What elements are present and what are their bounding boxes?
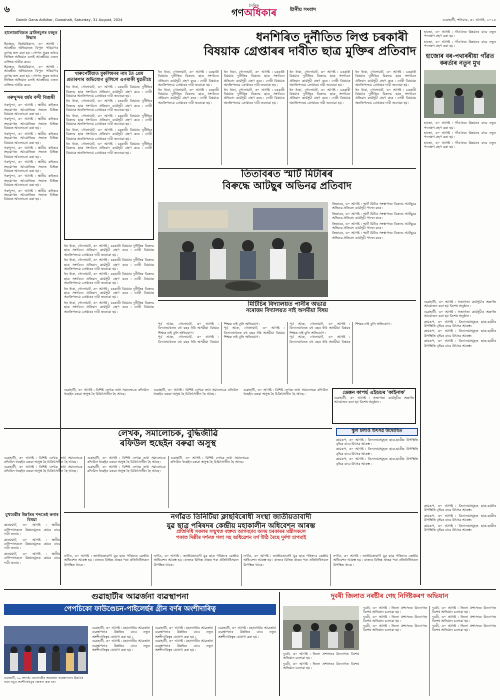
nagaon-text-2: নগাঁও, ৩০ আগষ্ট ৷ জাতীয়তাবাদী যুৱ ছাত্ৰ পৰিষদৰ কেন্দ্ৰীয় অধিবেশন আৰম্ভ হয় ৷ ৰাজ্যৰ বিভিন্ন প্ৰান্তৰ পৰা প্ৰতিনিধিসকল উপস্থিত থাকে ৷ <box>153 554 239 567</box>
top-story-text-6: ধন ধাৰা, গোলাঘাট, ৩০ আগষ্ট ৷ চৰকাৰী বিষয়াৰ দুৰ্নীতিৰ বিৰুদ্ধে ছাত্ৰ সংগঠনে প্ৰতিবাদ কাৰ্যসূচী গ্ৰহণ কৰে ৷ দোষী বিষয়াক অনতিপলমে গ্ৰেপ্তাৰৰ দাবী জনোৱা হয় ৷ <box>289 87 351 105</box>
waste-headline-1: গুৱাহাটীৰ আৱৰ্জনা ব্যৱস্থাপনা <box>91 592 189 601</box>
right-lower-column <box>424 300 496 500</box>
waste-body <box>92 626 276 696</box>
right-story1-headline: হাজোৰ বৰ-পথাৰৰীয়া গাঁৱত কৰৰ্তাৰ নতুন মুখ <box>425 52 495 68</box>
school-text-2: পূৰ্ব আৰু, গোলাঘাট, ৩০ আগষ্ট ৷ বিদ্যালয়খনত বহু বছৰ ধৰি অসমীয়া বিষয়ৰ শিক্ষক নাই বুলি অভিযোগ ৷ <box>158 322 260 344</box>
waste-text-2: গুৱাহাটী, ৩০ আগষ্ট ৷ মহানগৰীৰ আৱৰ্জনা ব্যৱস্থাপনাৰ উন্নতিৰ বাবে নতুন অংশীদাৰিত্বৰ ঘোষণা কৰা হয় ৷ <box>92 639 150 653</box>
smart-meter-text-4: তিতাবৰ, ৩০ আগষ্ট ৷ স্মাৰ্ট মিটাৰ সংস্থাপনৰ বিৰুদ্ধে আটছুৱে অভিনৱ প্ৰতিবাদ কাৰ্যসূচী পালন কৰে ৷ <box>332 231 416 240</box>
right-story1-photo <box>424 70 496 118</box>
date-line: গুৱাহাটী, শনিবাৰ, ৩১ আগষ্ট, ২০২৪ <box>442 18 496 22</box>
writer-headline-block <box>4 428 332 454</box>
smart-meter-headline-block <box>158 168 416 200</box>
waste-event-photo <box>4 626 88 674</box>
nagaon-text: নগাঁও, ৩০ আগষ্ট ৷ জাতীয়তাবাদী যুৱ ছাত্ৰ পৰিষদৰ কেন্দ্ৰীয় অধিবেশন আৰম্ভ হয় ৷ ৰাজ্যৰ বিভিন্ন প্ৰান্তৰ পৰা প্ৰতিনিধিসকল উপস্থিত থাকে ৷ <box>64 554 149 567</box>
right-lower-text-2: গুৱাহাটী, ৩০ আগষ্ট ৷ সজাগতা কাৰ্যসূচীৰ অন্তৰ্গত আয়োজন কৰা হয় বিশেষ অনুষ্ঠান ৷ <box>424 309 496 319</box>
brand-left: গণ <box>231 8 244 19</box>
waste-caption-block <box>4 676 88 696</box>
kanamghat-story <box>4 512 60 586</box>
writer-upper-body <box>64 388 328 424</box>
right-bottom-text: কামৰূপ, ৩০ আগষ্ট ৷ বিদ্যালয়সমূহত ছাত্ৰ-ছাত্ৰীৰ উপস্থিতি বৃদ্ধিৰ বাবে উৎসৱ আৰম্ভ ৷ <box>424 504 496 513</box>
writer-text: গুৱাহাটী, ৩০ আগষ্ট ৷ বিশিষ্ট লেখক তথা সমালোচক ৰফিউল হুছেইন বৰুৱা অসুস্থ হৈ চিকিৎসাধীন হৈ আছে ৷ <box>4 456 83 465</box>
school-festival-text: কামৰূপ, ৩০ আগষ্ট ৷ বিদ্যালয়সমূহত ছাত্ৰ-ছাত্ৰীৰ উপস্থিতি বৃদ্ধিৰ বাবে উৎসৱ আৰম্ভ ৷ <box>336 437 418 446</box>
waste-event-photo-image <box>4 626 88 674</box>
right-bottom-text-3: কামৰূপ, ৩০ আগষ্ট ৷ বিদ্যালয়সমূহত ছাত্ৰ-ছাত্ৰীৰ উপস্থিতি বৃদ্ধিৰ বাবে উৎসৱ আৰম্ভ ৷ <box>424 523 496 533</box>
dhubri-text-6: দুবৰী, ৩০ আগষ্ট ৷ জিলা প্ৰশাসনৰ উদ্যোগত বিশেষ অভিযান চলোৱা হয় ৷ <box>432 623 496 633</box>
bottom-divider <box>279 592 280 696</box>
waste-text: গুৱাহাটী, ৩০ আগষ্ট ৷ মহানগৰীৰ আৱৰ্জনা ব্যৱস্থাপনাৰ উন্নতিৰ বাবে নতুন অংশীদাৰিত্বৰ ঘোষণা কৰা হয় ৷ <box>92 626 150 639</box>
inset-text-4: ধন ধাৰা, গোলাঘাট, ৩০ আগষ্ট ৷ চৰকাৰী বিষয়াৰ দুৰ্নীতিৰ বিৰুদ্ধে ছাত্ৰ সংগঠনে প্ৰতিবাদ কাৰ্যসূচী গ্ৰহণ কৰে ৷ দোষী বিষয়াক অনতিপলমে গ্ৰেপ্তাৰৰ দাবী জনোৱা হয় ৷ <box>66 127 152 141</box>
dhubri-body <box>363 606 496 696</box>
kanamghat-headline: মুখ্যমন্ত্ৰীৰ উন্নতিৰ শব্দতেই কনাৰ বিষয়া <box>5 512 59 523</box>
inset-text-5: ধন ধাৰা, গোলাঘাট, ৩০ আগষ্ট ৷ চৰকাৰী বিষয়াৰ দুৰ্নীতিৰ বিৰুদ্ধে ছাত্ৰ সংগঠনে প্ৰতিবাদ কাৰ্যসূচী গ্ৰহণ কৰে ৷ দোষী বিষয়াক অনতিপলমে গ্ৰেপ্তাৰৰ দাবী জনোৱা হয় ৷ <box>66 142 152 155</box>
top-story-text-4: ধন ধাৰা, গোলাঘাট, ৩০ আগষ্ট ৷ চৰকাৰী বিষয়াৰ দুৰ্নীতিৰ বিৰুদ্ধে ছাত্ৰ সংগঠনে প্ৰতিবাদ কাৰ্যসূচী গ্ৰহণ কৰে ৷ দোষী বিষয়াক অনতিপলমে গ্ৰেপ্তাৰৰ দাবী জনোৱা হয় ৷ <box>223 87 285 105</box>
school-body <box>158 322 416 384</box>
dhubri-text-3: দুবৰী, ৩০ আগষ্ট ৷ জিলা প্ৰশাসনৰ উদ্যোগত বিশেষ অভিযান চলোৱা হয় ৷ <box>363 623 427 633</box>
writer-upper-text-2: গুৱাহাটী, ৩০ আগষ্ট ৷ বিশিষ্ট লেখক তথা সমালোচক ৰফিউল হুছেইন বৰুৱা অসুস্থ হৈ চিকিৎসাধীন হৈ আছে ৷ <box>153 388 239 397</box>
top-story-headline-2: বিষয়াক গ্ৰেপ্তাৰৰ দাবীত ছাত্ৰ মুক্তিৰ প্ৰতিবাদ <box>203 44 416 58</box>
nagaon-body <box>64 554 418 586</box>
dhubri-photo-image <box>283 606 359 650</box>
aids-headline: ডেক্কন কাপৰ্ছ এইডচৰ 'কাইনাক' <box>342 390 406 396</box>
writer-text-3: গুৱাহাটী, ৩০ আগষ্ট ৷ বিশিষ্ট লেখক তথা সমালোচক ৰফিউল হুছেইন বৰুৱা অসুস্থ হৈ চিকিৎসাধীন হৈ আছে ৷ <box>87 456 166 465</box>
school-festival-story <box>336 428 418 510</box>
writer-upper-text-3: গুৱাহাটী, ৩০ আগষ্ট ৷ বিশিষ্ট লেখক তথা সমালোচক ৰফিউল হুছেইন বৰুৱা অসুস্থ হৈ চিকিৎসাধীন হৈ আছে ৷ <box>243 388 328 397</box>
top-story-text-5: ধন ধাৰা, গোলাঘাট, ৩০ আগষ্ট ৷ চৰকাৰী বিষয়াৰ দুৰ্নীতিৰ বিৰুদ্ধে ছাত্ৰ সংগঠনে প্ৰতিবাদ কাৰ্যসূচী গ্ৰহণ কৰে ৷ দোষী বিষয়াক অনতিপলমে গ্ৰেপ্তাৰৰ দাবী জনোৱা হয় ৷ <box>289 70 351 88</box>
smart-meter-body <box>332 202 416 297</box>
brand-logo <box>154 4 354 18</box>
top-story-text-2: ধন ধাৰা, গোলাঘাট, ৩০ আগষ্ট ৷ চৰকাৰী বিষয়াৰ দুৰ্নীতিৰ বিৰুদ্ধে ছাত্ৰ সংগঠনে প্ৰতিবাদ কাৰ্যসূচী গ্ৰহণ কৰে ৷ দোষী বিষয়াক অনতিপলমে গ্ৰেপ্তাৰৰ দাবী জনোৱা হয় ৷ <box>158 87 219 105</box>
dhubri-left-text: দুবৰী, ৩০ আগষ্ট ৷ জিলা প্ৰশাসনৰ উদ্যোগত বিশেষ অভিযান চলোৱা হয় ৷ <box>283 652 359 661</box>
protest-photo <box>158 202 328 297</box>
inset-story <box>64 70 154 240</box>
brand-title <box>231 8 276 19</box>
school-festival-text-3: কামৰূপ, ৩০ আগষ্ট ৷ বিদ্যালয়সমূহত ছাত্ৰ-ছাত্ৰীৰ উপস্থিতি বৃদ্ধিৰ বাবে উৎসৱ আৰম্ভ ৷ <box>336 457 418 466</box>
school-headline: মিটিচিৰ বিদ্যালয়ত পানীৰ অভাৱ <box>247 301 327 308</box>
inset-text-2: ধন ধাৰা, গোলাঘাট, ৩০ আগষ্ট ৷ চৰকাৰী বিষয়াৰ দুৰ্নীতিৰ বিৰুদ্ধে ছাত্ৰ সংগঠনে প্ৰতিবাদ কাৰ্যসূচী গ্ৰহণ কৰে ৷ দোষী বিষয়াক অনতিপলমে গ্ৰেপ্তাৰৰ দাবী জনোৱা হয় ৷ <box>66 99 152 113</box>
smart-meter-text: তিতাবৰ, ৩০ আগষ্ট ৷ স্মাৰ্ট মিটাৰ সংস্থাপনৰ বিৰুদ্ধে আটছুৱে অভিনৱ প্ৰতিবাদ কাৰ্যসূচী পালন কৰে ৷ <box>332 202 416 211</box>
school-headline-block <box>158 300 416 318</box>
left-story2-text-continued-4: গৰুখুন্দা, ৩০ আগষ্ট ৷ স্থানীয় ৰাইজৰ সহযোগত আয়োজিত সভাত বিভিন্ন বিষয়ত আলোচনা কৰা হয় ৷ <box>4 160 58 173</box>
masthead <box>4 3 496 27</box>
waste-text-4: গুৱাহাটী, ৩০ আগষ্ট ৷ মহানগৰীৰ আৱৰ্জনা ব্যৱস্থাপনাৰ উন্নতিৰ বাবে নতুন অংশীদাৰিত্বৰ ঘোষণা কৰা হয় ৷ <box>155 639 213 653</box>
smart-meter-text-2: তিতাবৰ, ৩০ আগষ্ট ৷ স্মাৰ্ট মিটাৰ সংস্থাপনৰ বিৰুদ্ধে আটছুৱে অভিনৱ প্ৰতিবাদ কাৰ্যসূচী পালন কৰে ৷ <box>332 211 416 221</box>
dhubri-text: দুবৰী, ৩০ আগষ্ট ৷ জিলা প্ৰশাসনৰ উদ্যোগত বিশেষ অভিযান চলোৱা হয় ৷ <box>363 606 427 615</box>
writer-upper-text: গুৱাহাটী, ৩০ আগষ্ট ৷ বিশিষ্ট লেখক তথা সমালোচক ৰফিউল হুছেইন বৰুৱা অসুস্থ হৈ চিকিৎসাধীন হৈ আছে ৷ <box>64 388 149 397</box>
writer-text-2: গুৱাহাটী, ৩০ আগষ্ট ৷ বিশিষ্ট লেখক তথা সমালোচক ৰফিউল হুছেইন বৰুৱা অসুস্থ হৈ চিকিৎসাধীন হৈ আছে ৷ <box>4 464 83 474</box>
right-intro-text: হাজো, ৩০ আগষ্ট ৷ গাঁওখনৰ উন্নয়নৰ বাবে নতুন পদক্ষেপ গ্ৰহণ কৰা হয় ৷ <box>424 30 496 39</box>
nagaon-text-4: নগাঁও, ৩০ আগষ্ট ৷ জাতীয়তাবাদী যুৱ ছাত্ৰ পৰিষদৰ কেন্দ্ৰীয় অধিবেশন আৰম্ভ হয় ৷ ৰাজ্যৰ বিভিন্ন প্ৰান্তৰ পৰা প্ৰতিনিধিসকল উপস্থিত থাকে ৷ <box>333 554 418 567</box>
right-story1-text: হাজো, ৩০ আগষ্ট ৷ গাঁওখনৰ উন্নয়নৰ বাবে নতুন পদক্ষেপ গ্ৰহণ কৰা হয় ৷ <box>424 121 496 130</box>
dhubri-text-4: দুবৰী, ৩০ আগষ্ট ৷ জিলা প্ৰশাসনৰ উদ্যোগত বিশেষ অভিযান চলোৱা হয় ৷ <box>432 606 496 615</box>
smart-meter-text-3: তিতাবৰ, ৩০ আগষ্ট ৷ স্মাৰ্ট মিটাৰ সংস্থাপনৰ বিৰুদ্ধে আটছুৱে অভিনৱ প্ৰতিবাদ কাৰ্যসূচী পালন কৰে ৷ <box>332 221 416 231</box>
waste-headline-2: পেপচিকো ফাউণ্ডেচন-পাইলেৰ্ছৰ গ্ৰীন বৰ্ণৰ অংশীদাৰিত্ব <box>4 604 276 615</box>
inset-headline: খাৰুপেটীয়াত মুকলিমনৰ নাম তৈ প্ৰেম প্ৰতাৰণাৰ অভিযোগ তুলিলে এগৰাকী যুৱতীয়ে <box>66 72 152 83</box>
dhubri-photo <box>283 606 359 650</box>
kanamghat-text-3: কানমঘাট, ৩০ আগষ্ট ৷ স্থানীয় বাসিন্দাসকলে উন্নয়নমূলক কামৰ বাবে দাবী জনায় ৷ <box>4 551 60 565</box>
right-bottom-text-2: কামৰূপ, ৩০ আগষ্ট ৷ বিদ্যালয়সমূহত ছাত্ৰ-ছাত্ৰীৰ উপস্থিতি বৃদ্ধিৰ বাবে উৎসৱ আৰম্ভ ৷ <box>424 513 496 523</box>
brand-mid: অধিকাৰ <box>243 8 277 19</box>
inset-text: ধন ধাৰা, গোলাঘাট, ৩০ আগষ্ট ৷ চৰকাৰী বিষয়াৰ দুৰ্নীতিৰ বিৰুদ্ধে ছাত্ৰ সংগঠনে প্ৰতিবাদ কাৰ্যসূচী গ্ৰহণ কৰে ৷ দোষী বিষয়াক অনতিপলমে গ্ৰেপ্তাৰৰ দাবী জনোৱা হয় ৷ <box>66 85 152 98</box>
writer-text-5: গুৱাহাটী, ৩০ আগষ্ট ৷ বিশিষ্ট লেখক তথা সমালোচক ৰফিউল হুছেইন বৰুৱা অসুস্থ হৈ চিকিৎসাধীন হৈ আছে ৷ <box>170 456 249 465</box>
inset-continued-text-5: ধন ধাৰা, গোলাঘাট, ৩০ আগষ্ট ৷ চৰকাৰী বিষয়াৰ দুৰ্নীতিৰ বিৰুদ্ধে ছাত্ৰ সংগঠনে প্ৰতিবাদ কাৰ্যসূচী গ্ৰহণ কৰে ৷ দোষী বিষয়াক অনতিপলমে গ্ৰেপ্তাৰৰ দাবী জনোৱা হয় ৷ <box>64 300 154 314</box>
aids-text: গুৱাহাটী, ৩০ আগষ্ট ৷ সজাগতা কাৰ্যসূচীৰ অন্তৰ্গত আয়োজন কৰা হয় বিশেষ অনুষ্ঠান ৷ <box>334 396 414 405</box>
top-story-headline-1: ধনশিৰিত দুৰ্নীতিত লিপ্ত চৰকাৰী <box>255 30 408 44</box>
left-story2-text-continued-3: গৰুখুন্দা, ৩০ আগষ্ট ৷ স্থানীয় ৰাইজৰ সহযোগত আয়োজিত সভাত বিভিন্ন বিষয়ত আলোচনা কৰা হয় ৷ <box>4 145 58 159</box>
dhubri-text-5: দুবৰী, ৩০ আগষ্ট ৷ জিলা প্ৰশাসনৰ উদ্যোগত বিশেষ অভিযান চলোৱা হয় ৷ <box>432 614 496 624</box>
nagaon-headline-1: নগাঁৱত তিনিটিয়া ক্লাছবিৰোধী সংস্থা জাতীয়তাবাদী <box>170 513 312 521</box>
top-story-headline-block <box>64 30 418 66</box>
right-lower-text-3: কামৰূপ, ৩০ আগষ্ট ৷ বিদ্যালয়সমূহত ছাত্ৰ-ছাত্ৰীৰ উপস্থিতি বৃদ্ধিৰ বাবে উৎসৱ আৰম্ভ ৷ <box>424 319 496 329</box>
nagaon-headline-block <box>64 512 418 552</box>
left-story2-text-continued-6: গৰুখুন্দা, ৩০ আগষ্ট ৷ স্থানীয় ৰাইজৰ সহযোগত আয়োজিত সভাত বিভিন্ন বিষয়ত আলোচনা কৰা হয় ৷ <box>4 188 58 202</box>
left-story2-headline: গৰুখুন্দৰ ধৰ্মৰ বন্দী বিগুদ্বী <box>7 95 55 101</box>
left-story2-text-continued-2: গৰুখুন্দা, ৩০ আগষ্ট ৷ স্থানীয় ৰাইজৰ সহযোগত আয়োজিত সভাত বিভিন্ন বিষয়ত আলোচনা কৰা হয় ৷ <box>4 131 58 145</box>
left-story2-text-continued-5: গৰুখুন্দা, ৩০ আগষ্ট ৷ স্থানীয় ৰাইজৰ সহযোগত আয়োজিত সভাত বিভিন্ন বিষয়ত আলোচনা কৰা হয় ৷ <box>4 174 58 188</box>
smart-meter-headline-2: বিৰুদ্ধে আটছুৰ অভিনৱ প্ৰতিবাদ <box>222 181 352 192</box>
dhubri-left-body <box>283 652 359 696</box>
divider <box>4 91 58 92</box>
right-lower-text-4: কামৰূপ, ৩০ আগষ্ট ৷ বিদ্যালয়সমূহত ছাত্ৰ-ছাত্ৰীৰ উপস্থিতি বৃদ্ধিৰ বাবে উৎসৱ আৰম্ভ ৷ <box>424 329 496 338</box>
inset-continued-text-3: ধন ধাৰা, গোলাঘাট, ৩০ আগষ্ট ৷ চৰকাৰী বিষয়াৰ দুৰ্নীতিৰ বিৰুদ্ধে ছাত্ৰ সংগঠনে প্ৰতিবাদ কাৰ্যসূচী গ্ৰহণ কৰে ৷ দোষী বিষয়াক অনতিপলমে গ্ৰেপ্তাৰৰ দাবী জনোৱা হয় ৷ <box>64 272 154 286</box>
left-story1-text-continued: হিমাংশু, হিৰ্তমৰিয়াল, ৩০ আগষ্ট ৷ আৰক্ষীৰ অভিযানত বিপুল পৰিমাণৰ ড্ৰাগছ জব্দ কৰা হয় ৷ গোপন সূত্ৰৰ তথ্যৰ ভিত্তিত অভিযান চলাই আৰক্ষীয়ে এজন ব্যক্তিক আটক কৰে ৷ <box>4 65 58 87</box>
writer-body <box>4 456 332 508</box>
writer-headline-2: ৰফিউল হুছেইন বৰুৱা অসুস্থ <box>120 439 216 449</box>
nagaon-text-3: নগাঁও, ৩০ আগষ্ট ৷ জাতীয়তাবাদী যুৱ ছাত্ৰ পৰিষদৰ কেন্দ্ৰীয় অধিবেশন আৰম্ভ হয় ৷ ৰাজ্যৰ বিভিন্ন প্ৰান্তৰ পৰা প্ৰতিনিধিসকল উপস্থিত থাকে ৷ <box>243 554 329 567</box>
dhubri-left-text-2: দুবৰী, ৩০ আগষ্ট ৷ জিলা প্ৰশাসনৰ উদ্যোগত বিশেষ অভিযান চলোৱা হয় ৷ <box>283 661 359 671</box>
dhubri-text-2: দুবৰী, ৩০ আগষ্ট ৷ জিলা প্ৰশাসনৰ উদ্যোগত বিশেষ অভিযান চলোৱা হয় ৷ <box>363 614 427 624</box>
left-story2-text: গৰুখুন্দা, ৩০ আগষ্ট ৷ স্থানীয় ৰাইজৰ সহযোগত আয়োজিত সভাত বিভিন্ন বিষয়ত আলোচনা কৰা হয় ৷ <box>4 103 58 117</box>
kanamghat-text-2: কানমঘাট, ৩০ আগষ্ট ৷ স্থানীয় বাসিন্দাসকলে উন্নয়নমূলক কামৰ বাবে দাবী জনায় ৷ <box>4 537 60 551</box>
column-divider <box>420 30 421 585</box>
school-text-3: পূৰ্ব আৰু, গোলাঘাট, ৩০ আগষ্ট ৷ বিদ্যালয়খনত বহু বছৰ ধৰি অসমীয়া বিষয়ৰ শিক্ষক নাই বুলি অভিযোগ ৷ <box>223 326 285 340</box>
edition-line: Dainik Gana Adhikar, Guwahati, Saturday, 31 August, 2024 <box>16 18 123 22</box>
top-story-body <box>158 70 416 165</box>
inset-continued-text: ধন ধাৰা, গোলাঘাট, ৩০ আগষ্ট ৷ চৰকাৰী বিষয়াৰ দুৰ্নীতিৰ বিৰুদ্ধে ছাত্ৰ সংগঠনে প্ৰতিবাদ কাৰ্যসূচী গ্ৰহণ কৰে ৷ দোষী বিষয়াক অনতিপলমে গ্ৰেপ্তাৰৰ দাবী জনোৱা হয় ৷ <box>64 244 154 257</box>
smart-meter-headline-1: তিতাবৰত স্মাৰ্ট মিটাৰৰ <box>241 169 333 180</box>
inset-continued-text-4: ধন ধাৰা, গোলাঘাট, ৩০ আগষ্ট ৷ চৰকাৰী বিষয়াৰ দুৰ্নীতিৰ বিৰুদ্ধে ছাত্ৰ সংগঠনে প্ৰতিবাদ কাৰ্যসূচী গ্ৰহণ কৰে ৷ দোষী বিষয়াক অনতিপলমে গ্ৰেপ্তাৰৰ দাবী জনোৱা হয় ৷ <box>64 286 154 300</box>
nagaon-subheadline-2: পকাত দিল্লীৰ দৰ্শনত গলা সহ অধিৱেশন বৰ্গ উঠি ৰৈছে দুৰ্দশা চাপমাই <box>176 535 306 541</box>
school-text-5: পূৰ্ব আৰু, গোলাঘাট, ৩০ আগষ্ট ৷ বিদ্যালয়খনত বহু বছৰ ধৰি অসমীয়া বিষয়ৰ শিক্ষক নাই বুলি অভিযোগ ৷ <box>289 322 392 344</box>
dhubri-headline-block <box>283 592 496 604</box>
right-story1-text-2: হাজো, ৩০ আগষ্ট ৷ গাঁওখনৰ উন্নয়নৰ বাবে নতুন পদক্ষেপ গ্ৰহণ কৰা হয় ৷ <box>424 131 496 140</box>
writer-text-4: গুৱাহাটী, ৩০ আগষ্ট ৷ বিশিষ্ট লেখক তথা সমালোচক ৰফিউল হুছেইন বৰুৱা অসুস্থ হৈ চিকিৎসাধীন হৈ আছে ৷ <box>87 464 166 474</box>
waste-headline-block <box>4 592 276 622</box>
school-festival-headline: স্কুল চলাওঁ উৎসৱ উদ্বোধিত <box>336 428 418 436</box>
right-intro-text-2: হাজো, ৩০ আগষ্ট ৷ গাঁওখনৰ উন্নয়নৰ বাবে নতুন পদক্ষেপ গ্ৰহণ কৰা হয় ৷ <box>424 39 496 49</box>
school-festival-text-2: কামৰূপ, ৩০ আগষ্ট ৷ বিদ্যালয়সমূহত ছাত্ৰ-ছাত্ৰীৰ উপস্থিতি বৃদ্ধিৰ বাবে উৎসৱ আৰম্ভ ৷ <box>336 447 418 456</box>
right-lower-text: গুৱাহাটী, ৩০ আগষ্ট ৷ সজাগতা কাৰ্যসূচীৰ অন্তৰ্গত আয়োজন কৰা হয় বিশেষ অনুষ্ঠান ৷ <box>424 300 496 309</box>
dhubri-headline: দুবৰী জিলাত নৰষ্টীৰ গেহ নিৰ্দিষ্টকৰণ অভিযান <box>330 592 449 600</box>
school-text-4: পূৰ্ব আৰু, গোলাঘাট, ৩০ আগষ্ট ৷ বিদ্যালয়খনত বহু বছৰ ধৰি অসমীয়া বিষয়ৰ শিক্ষক নাই বুলি অভিযোগ ৷ <box>289 322 351 335</box>
right-bottom-column <box>424 504 496 586</box>
inset-continued-text-2: ধন ধাৰা, গোলাঘাট, ৩০ আগষ্ট ৷ চৰকাৰী বিষয়াৰ দুৰ্নীতিৰ বিৰুদ্ধে ছাত্ৰ সংগঠনে প্ৰতিবাদ কাৰ্যসূচী গ্ৰহণ কৰে ৷ দোষী বিষয়াক অনতিপলমে গ্ৰেপ্তাৰৰ দাবী জনোৱা হয় ৷ <box>64 258 154 272</box>
waste-caption: গুৱাহাটী, ৩০ আগষ্ট ৷ মহানগৰীৰ আৱৰ্জনা ব্যৱস্থাপনাৰ উন্নতিৰ বাবে নতুন অংশীদাৰিত্বৰ ঘোষণা কৰা হয় ৷ <box>4 676 84 684</box>
top-story-text-7: ধন ধাৰা, গোলাঘাট, ৩০ আগষ্ট ৷ চৰকাৰী বিষয়াৰ দুৰ্নীতিৰ বিৰুদ্ধে ছাত্ৰ সংগঠনে প্ৰতিবাদ কাৰ্যসূচী গ্ৰহণ কৰে ৷ দোষী বিষয়াক অনতিপলমে গ্ৰেপ্তাৰৰ দাবী জনোৱা হয় ৷ <box>355 70 416 88</box>
right-lower-text-5: কামৰূপ, ৩০ আগষ্ট ৷ বিদ্যালয়সমূহত ছাত্ৰ-ছাত্ৰীৰ উপস্থিতি বৃদ্ধিৰ বাবে উৎসৱ আৰম্ভ ৷ <box>424 339 496 348</box>
aids-story-box <box>332 388 416 424</box>
section-tag: ষ্টানীয় সংবাদ <box>290 7 316 13</box>
school-text: পূৰ্ব আৰু, গোলাঘাট, ৩০ আগষ্ট ৷ বিদ্যালয়খনত বহু বছৰ ধৰি অসমীয়া বিষয়ৰ শিক্ষক নাই বুলি অভিযোগ ৷ <box>158 322 219 335</box>
school-subheadline: নৰোত্তম বিদ্যালয়ত নাই অসমীয়া বিষয় <box>246 308 328 314</box>
waste-text-5: গুৱাহাটী, ৩০ আগষ্ট ৷ মহানগৰীৰ আৱৰ্জনা ব্যৱস্থাপনাৰ উন্নতিৰ বাবে নতুন অংশীদাৰিত্বৰ ঘোষণা কৰা হয় ৷ <box>218 626 276 639</box>
top-story-text-3: ধন ধাৰা, গোলাঘাট, ৩০ আগষ্ট ৷ চৰকাৰী বিষয়াৰ দুৰ্নীতিৰ বিৰুদ্ধে ছাত্ৰ সংগঠনে প্ৰতিবাদ কাৰ্যসূচী গ্ৰহণ কৰে ৷ দোষী বিষয়াক অনতিপলমে গ্ৰেপ্তাৰৰ দাবী জনোৱা হয় ৷ <box>223 70 285 88</box>
right-story1-text-3: হাজো, ৩০ আগষ্ট ৷ গাঁওখনৰ উন্নয়নৰ বাবে নতুন পদক্ষেপ গ্ৰহণ কৰা হয় ৷ <box>424 140 496 150</box>
page-number: ৬ <box>4 5 10 15</box>
nagaon-headline-2: যুৱ ছাত্ৰ পৰিষদৰ কেন্দ্ৰীয় মহাকালীন অধিবেশন আৰম্ভ <box>166 521 316 530</box>
nagaon-subheadline-1: প্ৰতিনিধি সকলৰ সন্মুখত বক্তব্য আগবঢ়াব অসম চৰকাৰৰ মন্ত্ৰীসকলে <box>176 530 306 536</box>
kanamghat-text: কানমঘাট, ৩০ আগষ্ট ৷ স্থানীয় বাসিন্দাসকলে উন্নয়নমূলক কামৰ বাবে দাবী জনায় ৷ <box>4 523 60 537</box>
top-story-text: ধন ধাৰা, গোলাঘাট, ৩০ আগষ্ট ৷ চৰকাৰী বিষয়াৰ দুৰ্নীতিৰ বিৰুদ্ধে ছাত্ৰ সংগঠনে প্ৰতিবাদ কাৰ্যসূচী গ্ৰহণ কৰে ৷ দোষী বিষয়াক অনতিপলমে গ্ৰেপ্তাৰৰ দাবী জনোৱা হয় ৷ <box>158 70 219 88</box>
protest-photo-image <box>158 202 328 297</box>
left-story2-text-continued: গৰুখুন্দা, ৩০ আগষ্ট ৷ স্থানীয় ৰাইজৰ সহযোগত আয়োজিত সভাত বিভিন্ন বিষয়ত আলোচনা কৰা হয় ৷ <box>4 117 58 131</box>
inset-continued <box>64 244 154 384</box>
writer-headline-1: লেখক, সমালোচক, বুদ্ধিজীৱি <box>117 429 219 439</box>
left-story1-text: হিমাংশু, হিৰ্তমৰিয়াল, ৩০ আগষ্ট ৷ আৰক্ষীৰ অভিযানত বিপুল পৰিমাণৰ ড্ৰাগছ জব্দ কৰা হয় ৷ গোপন সূত্ৰৰ তথ্যৰ ভিত্তিত অভিযান চলাই আৰক্ষীয়ে এজন ব্যক্তিক আটক কৰে ৷ <box>4 42 58 64</box>
inset-text-3: ধন ধাৰা, গোলাঘাট, ৩০ আগষ্ট ৷ চৰকাৰী বিষয়াৰ দুৰ্নীতিৰ বিৰুদ্ধে ছাত্ৰ সংগঠনে প্ৰতিবাদ কাৰ্যসূচী গ্ৰহণ কৰে ৷ দোষী বিষয়াক অনতিপলমে গ্ৰেপ্তাৰৰ দাবী জনোৱা হয় ৷ <box>66 113 152 127</box>
top-story-text-8: ধন ধাৰা, গোলাঘাট, ৩০ আগষ্ট ৷ চৰকাৰী বিষয়াৰ দুৰ্নীতিৰ বিৰুদ্ধে ছাত্ৰ সংগঠনে প্ৰতিবাদ কাৰ্যসূচী গ্ৰহণ কৰে ৷ দোষী বিষয়াক অনতিপলমে গ্ৰেপ্তাৰৰ দাবী জনোৱা হয় ৷ <box>355 87 416 105</box>
brand-small: দৈনিক <box>248 3 260 8</box>
waste-text-3: গুৱাহাটী, ৩০ আগষ্ট ৷ মহানগৰীৰ আৱৰ্জনা ব্যৱস্থাপনাৰ উন্নতিৰ বাবে নতুন অংশীদাৰিত্বৰ ঘোষণা কৰা হয় ৷ <box>155 626 213 639</box>
left-story1-headline: হালোডাবিডত ব্ৰাউনচুগৰ মজুত উদ্ধাৰ <box>4 30 58 40</box>
bottom-section-rule <box>4 589 496 590</box>
